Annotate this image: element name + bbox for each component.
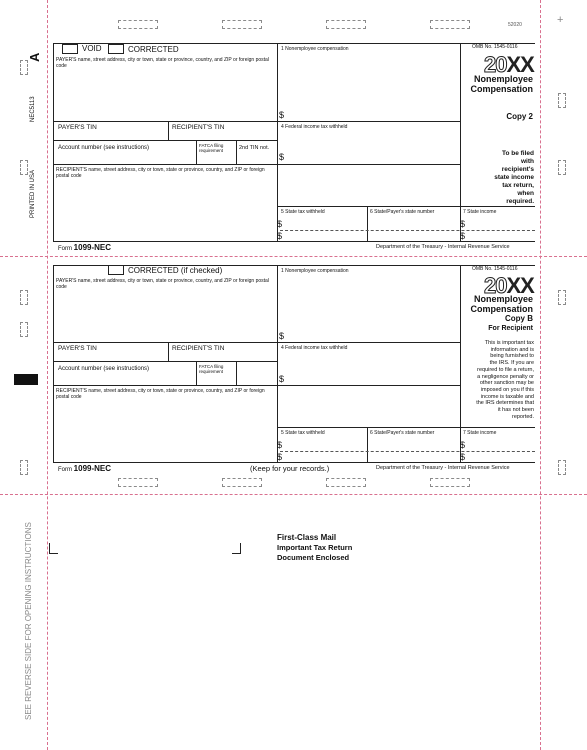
payer-name-label: PAYER'S name, street address, city or town, state or province, country, and ZIP or foreign postal code xyxy=(56,278,269,290)
right-perforation-line xyxy=(540,0,541,750)
copy-label: Copy B xyxy=(505,314,533,323)
box1-dollar: $ xyxy=(279,110,285,120)
box1-label: 1 Nonemployee compensation xyxy=(281,46,349,52)
dept-footer: Department of the Treasury - Internal Revenue Service xyxy=(376,244,510,250)
box1-label: 1 Nonemployee compensation xyxy=(281,268,349,274)
tax-year: 20XX xyxy=(484,52,534,77)
window-corner-right xyxy=(232,543,241,554)
box4-dollar: $ xyxy=(279,374,285,384)
box7-dollar-1: $ xyxy=(460,219,466,229)
form-title: Nonemployee Compensation xyxy=(470,294,533,314)
box7-dollar-2: $ xyxy=(460,452,466,462)
box6-label: 6 State/Payer's state number xyxy=(370,430,435,436)
middle-perforation-line xyxy=(0,256,587,257)
recipient-tin-label: RECIPIENT'S TIN xyxy=(172,345,225,352)
left-perforation-line xyxy=(47,0,48,750)
box4-label: 4 Federal income tax withheld xyxy=(281,345,348,351)
lower-perforation-line xyxy=(0,494,587,495)
void-label: VOID xyxy=(82,44,102,53)
fatca-label: FATCA filing requirement xyxy=(199,364,224,374)
corrected-if-checked-label: CORRECTED (if checked) xyxy=(128,266,223,275)
form-footer-name: Form 1099-NEC xyxy=(58,464,112,473)
payer-tin-label: PAYER'S TIN xyxy=(58,345,97,352)
filing-note: To be filed with recipient's state income tax return, when required. xyxy=(494,150,534,205)
void-checkbox[interactable] xyxy=(62,44,78,54)
form-title: Nonemployee Compensation xyxy=(470,74,533,94)
corrected-if-checked-checkbox[interactable] xyxy=(108,265,124,275)
mail-class: First-Class Mail xyxy=(277,533,337,542)
box4-label: 4 Federal income tax withheld xyxy=(281,124,348,130)
box1-dollar: $ xyxy=(279,331,285,341)
box5-label: 5 State tax withheld xyxy=(281,209,325,215)
account-number-label: Account number (see instructions) xyxy=(58,366,150,372)
for-recipient-label: For Recipient xyxy=(488,325,533,332)
box7-dollar-2: $ xyxy=(460,231,466,241)
box5-label: 5 State tax withheld xyxy=(281,430,325,436)
copy-label: Copy 2 xyxy=(506,112,533,121)
alignment-bar xyxy=(14,374,38,385)
recipient-tin-label: RECIPIENT'S TIN xyxy=(172,124,225,131)
mail-important: Important Tax Return xyxy=(277,543,353,552)
form-footer-name: Form 1099-NEC xyxy=(58,243,112,252)
recipient-name-label: RECIPIENT'S name, street address, city or town, state or province, country, and ZIP or foreign postal code xyxy=(56,388,265,400)
irs-notice: This is important tax information and is being furnished to the IRS. If you are required to file a return, a negligence penalty or other sanction may be imposed on you if this income is taxable and the IRS determines that it has not been reported. xyxy=(476,340,534,420)
mail-notice xyxy=(277,533,352,563)
recipient-name-label: RECIPIENT'S name, street address, city or town, state or province, country, and ZIP or foreign postal code xyxy=(56,167,265,179)
margin-form-code: NEC5113 xyxy=(30,96,36,122)
box4-dollar: $ xyxy=(279,152,285,162)
second-tin-label: 2nd TIN not. xyxy=(239,145,270,151)
account-number-label: Account number (see instructions) xyxy=(58,145,150,151)
fatca-label: FATCA filing requirement xyxy=(199,143,224,153)
corrected-label: CORRECTED xyxy=(128,45,179,54)
box7-dollar-1: $ xyxy=(460,440,466,450)
mail-enclosed: Document Enclosed xyxy=(277,553,350,562)
keep-records-note: (Keep for your records.) xyxy=(250,464,330,473)
form-code: 52020 xyxy=(508,22,522,28)
box5-dollar-2: $ xyxy=(277,452,283,462)
payer-tin-label: PAYER'S TIN xyxy=(58,124,97,131)
omb-number: OMB No. 1545-0116 xyxy=(472,44,518,50)
corrected-checkbox[interactable] xyxy=(108,44,124,54)
tax-year: 20XX xyxy=(484,273,534,298)
box7-label: 7 State income xyxy=(463,209,497,215)
margin-reverse-note: SEE REVERSE SIDE FOR OPENING INSTRUCTIONS xyxy=(24,522,33,720)
box5-dollar-1: $ xyxy=(277,440,283,450)
window-corner-left xyxy=(49,543,58,554)
payer-name-label: PAYER'S name, street address, city or town, state or province, country, and ZIP or foreign postal code xyxy=(56,57,269,69)
dept-footer: Department of the Treasury - Internal Revenue Service xyxy=(376,465,510,471)
box5-dollar-1: $ xyxy=(277,219,283,229)
margin-printed-usa: PRINTED IN USA xyxy=(30,169,36,218)
omb-number: OMB No. 1545-0116 xyxy=(472,266,518,272)
box6-label: 6 State/Payer's state number xyxy=(370,209,435,215)
margin-letter: A xyxy=(27,52,42,62)
box7-label: 7 State income xyxy=(463,430,497,436)
box5-dollar-2: $ xyxy=(277,231,283,241)
